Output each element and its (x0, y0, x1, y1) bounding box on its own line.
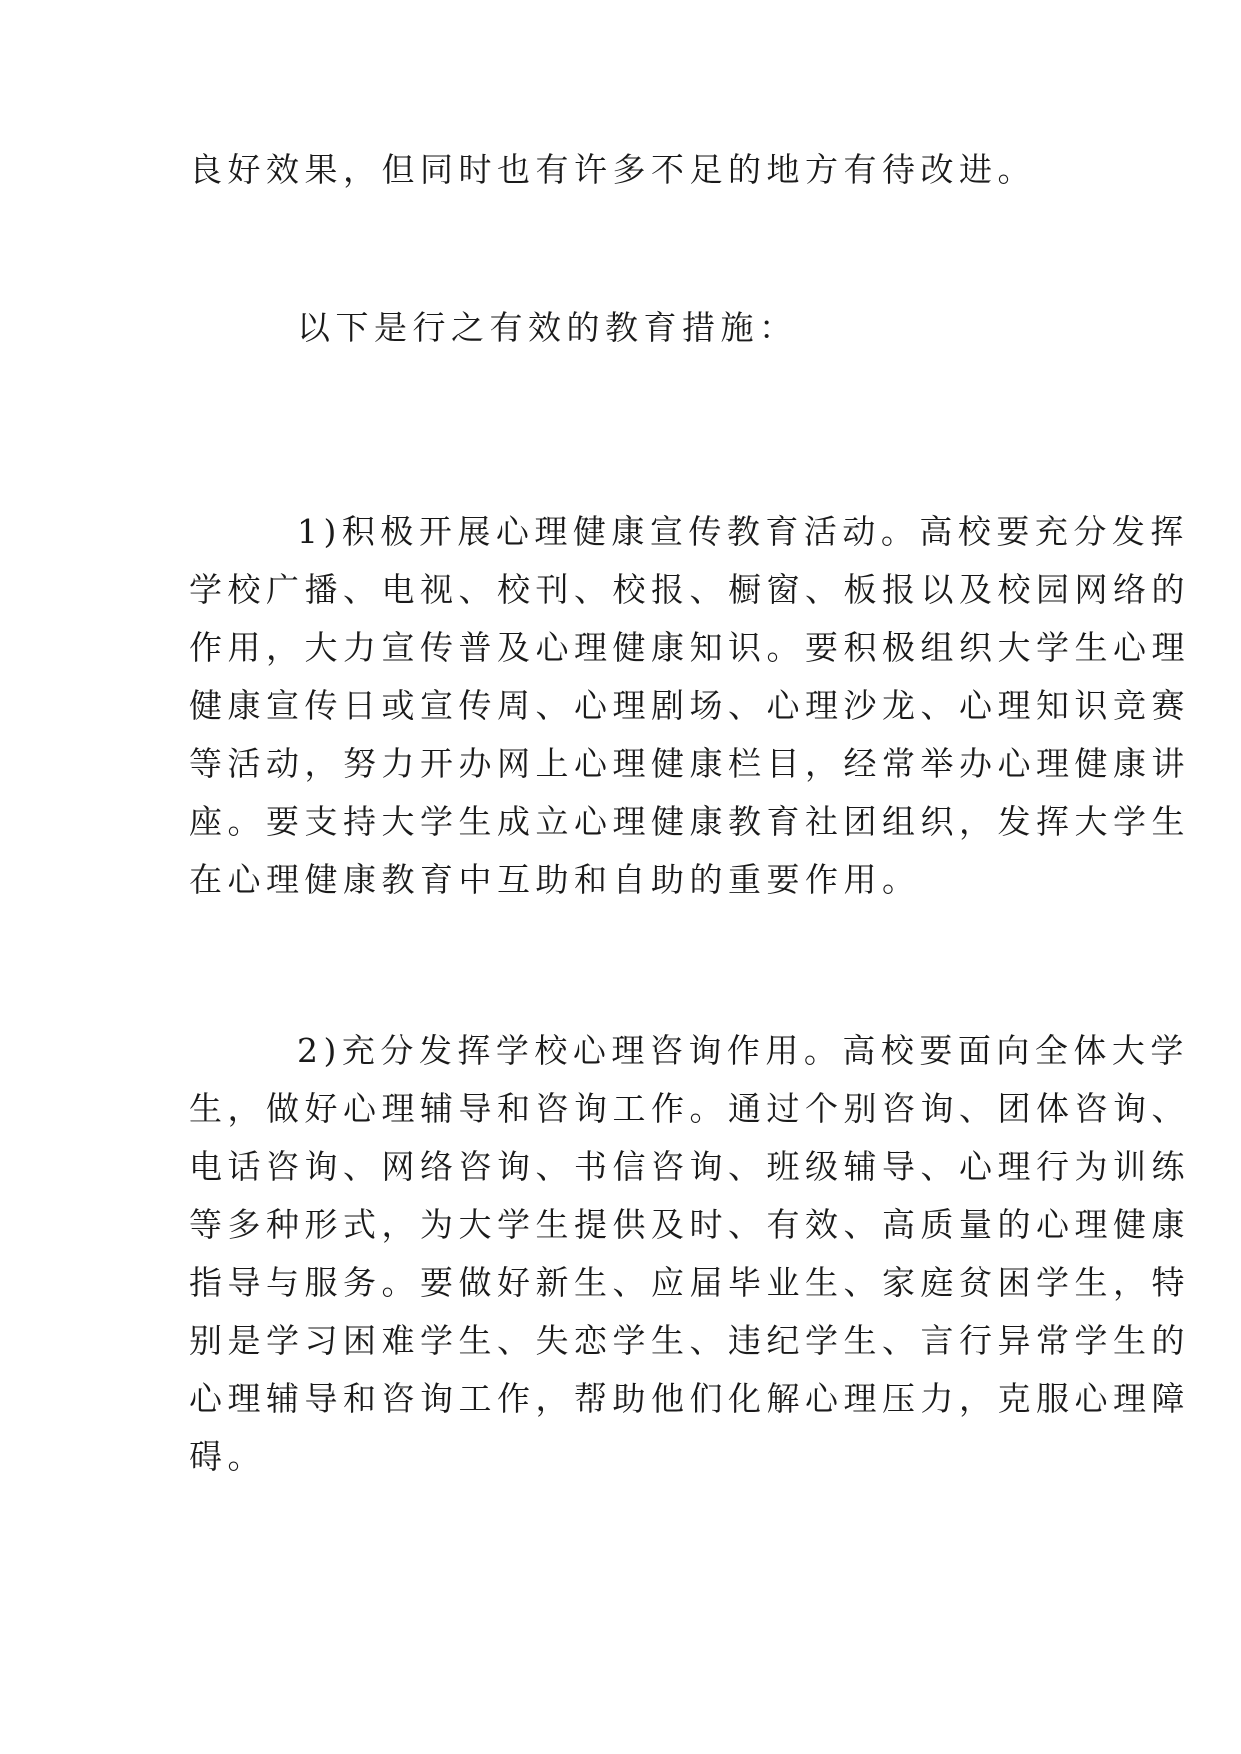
paragraph-line: 电话咨询、网络咨询、书信咨询、班级辅导、心理行为训练 (189, 1147, 1190, 1186)
paragraph-line: 等活动，努力开办网上心理健康栏目，经常举办心理健康讲 (189, 744, 1190, 783)
paragraph-line: 2)充分发挥学校心理咨询作用。高校要面向全体大学 (297, 1031, 1189, 1070)
paragraph-line: 生，做好心理辅导和咨询工作。通过个别咨询、团体咨询、 (189, 1089, 1190, 1128)
paragraph-line: 1)积极开展心理健康宣传教育活动。高校要充分发挥 (297, 512, 1189, 551)
intro-line: 以下是行之有效的教育措施： (297, 308, 798, 347)
paragraph-line: 别是学习困难学生、失恋学生、违纪学生、言行异常学生的 (189, 1321, 1190, 1360)
paragraph-line: 等多种形式，为大学生提供及时、有效、高质量的心理健康 (189, 1205, 1190, 1244)
continuation-line: 良好效果，但同时也有许多不足的地方有待改进。 (189, 150, 1036, 189)
paragraph-line: 作用，大力宣传普及心理健康知识。要积极组织大学生心理 (189, 628, 1190, 667)
paragraph-line: 心理辅导和咨询工作，帮助他们化解心理压力，克服心理障 (189, 1379, 1190, 1418)
paragraph-line: 学校广播、电视、校刊、校报、橱窗、板报以及校园网络的 (189, 570, 1190, 609)
paragraph-line: 健康宣传日或宣传周、心理剧场、心理沙龙、心理知识竞赛 (189, 686, 1190, 725)
paragraph-line: 碍。 (189, 1437, 266, 1476)
paragraph-line: 指导与服务。要做好新生、应届毕业生、家庭贫困学生，特 (189, 1263, 1190, 1302)
paragraph-line: 座。要支持大学生成立心理健康教育社团组织，发挥大学生 (189, 802, 1190, 841)
paragraph-line: 在心理健康教育中互助和自助的重要作用。 (189, 860, 921, 899)
